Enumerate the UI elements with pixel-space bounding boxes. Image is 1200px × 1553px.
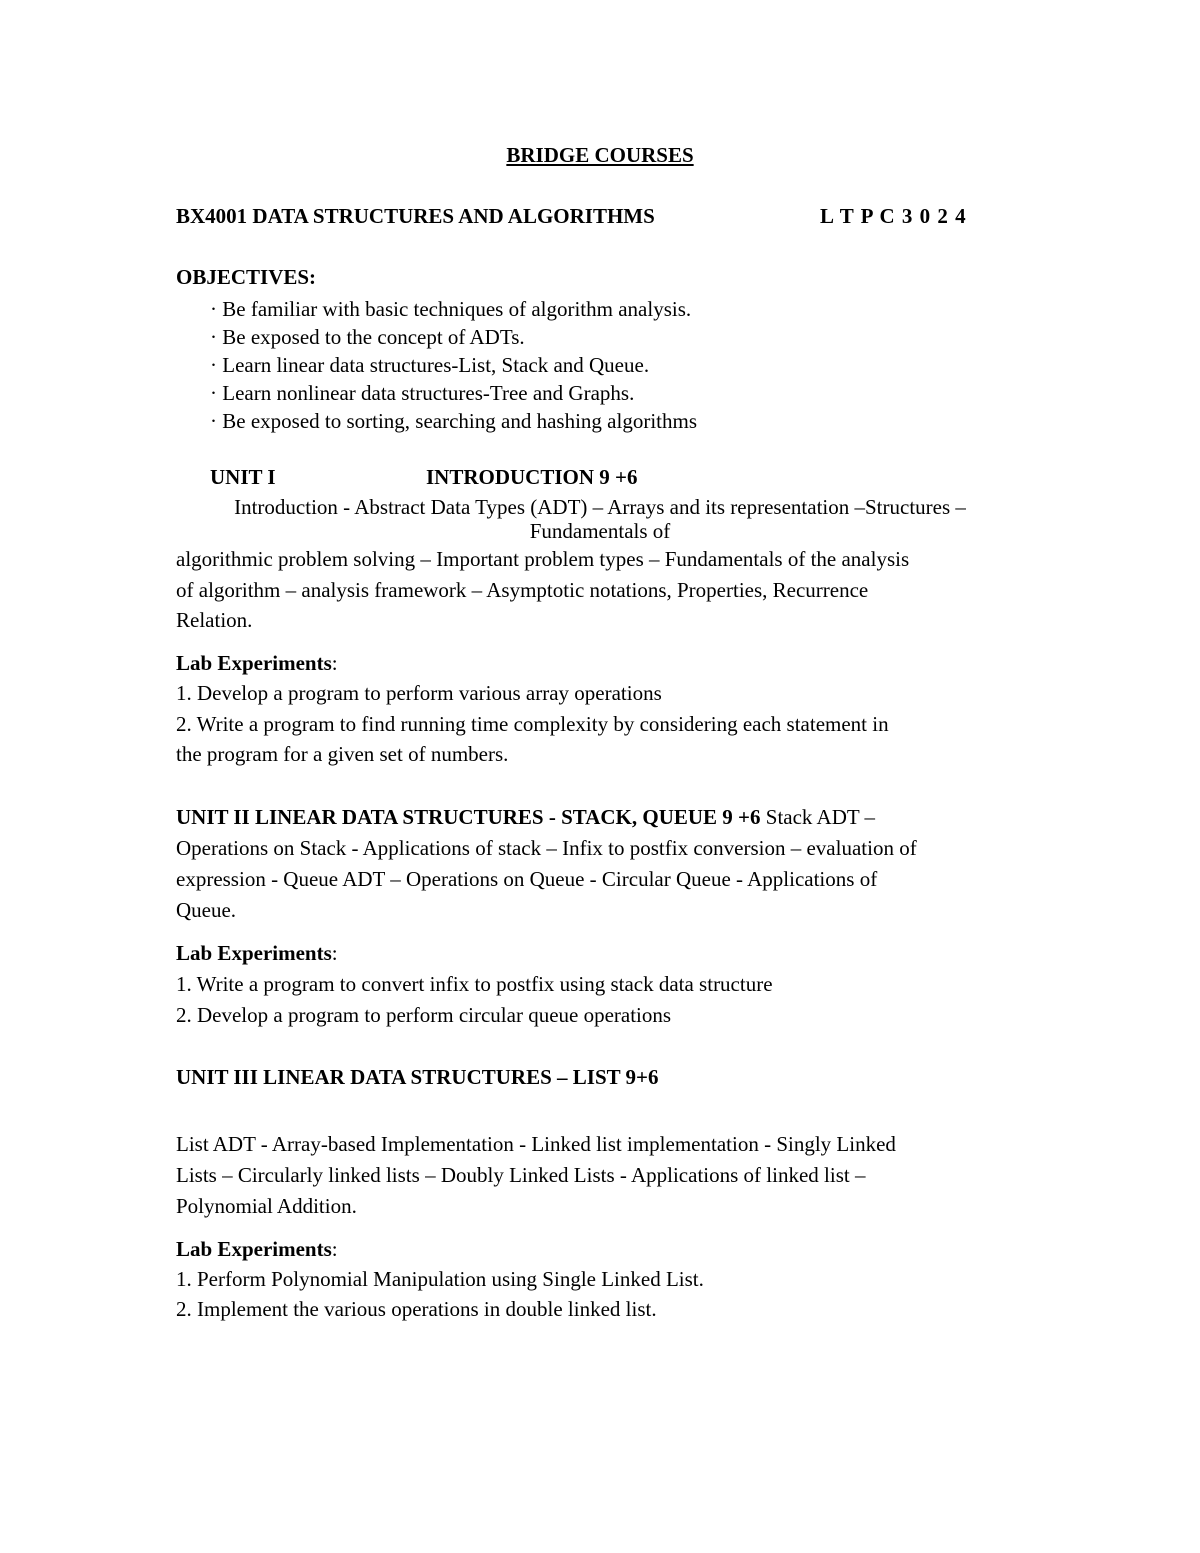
unit3-title: UNIT III LINEAR DATA STRUCTURES – LIST 9+6 <box>176 1065 659 1089</box>
lab-heading-colon: : <box>331 941 338 965</box>
objective-item: · Be exposed to the concept of ADTs. <box>210 325 525 349</box>
unit3-body-line: Polynomial Addition. <box>176 1194 357 1218</box>
objective-item: · Learn nonlinear data structures-Tree and Graphs. <box>210 381 635 405</box>
course-code-title: BX4001 DATA STRUCTURES AND ALGORITHMS <box>176 204 655 228</box>
unit2-first-line <box>176 802 875 833</box>
lab-heading-colon: : <box>331 1237 338 1261</box>
document-title: BRIDGE COURSES <box>506 143 694 167</box>
lab-experiment-item: 2. Develop a program to perform circular queue operations <box>176 1003 672 1027</box>
lab-experiment-item: 2. Implement the various operations in double linked list. <box>176 1297 657 1321</box>
unit1-body-line: Relation. <box>176 608 253 632</box>
unit2-lab-heading <box>176 938 338 969</box>
objective-item: · Learn linear data structures-List, Stack and Queue. <box>210 353 650 377</box>
unit2-body-line: expression - Queue ADT – Operations on Queue - Circular Queue - Applications of <box>176 867 878 891</box>
lab-heading-text: Lab Experiments <box>176 941 332 965</box>
unit1-body-line: algorithmic problem solving – Important problem types – Fundamentals of the analysis <box>176 547 910 571</box>
unit1-body-line: Fundamentals of <box>529 519 671 543</box>
unit3-body-line: List ADT - Array-based Implementation - Linked list implementation - Singly Linked <box>176 1132 896 1156</box>
lab-experiment-item: 2. Write a program to find running time complexity by considering each statement in <box>176 712 889 736</box>
unit3-lab-heading <box>176 1234 338 1265</box>
unit1-title: INTRODUCTION 9 +6 <box>426 465 638 489</box>
unit1-body-line: Introduction - Abstract Data Types (ADT) – Arrays and its representation –Structures – <box>234 495 966 519</box>
objectives-heading: OBJECTIVES: <box>176 265 317 289</box>
lab-experiment-item: 1. Write a program to convert infix to postfix using stack data structure <box>176 972 773 996</box>
unit2-body-line: Queue. <box>176 898 237 922</box>
lab-heading-text: Lab Experiments <box>176 1237 332 1261</box>
lab-heading-colon: : <box>331 651 338 675</box>
unit2-title: UNIT II LINEAR DATA STRUCTURES - STACK, QUEUE 9 +6 <box>176 805 761 829</box>
unit1-body-line: of algorithm – analysis framework – Asymptotic notations, Properties, Recurrence <box>176 578 869 602</box>
ltpc-credits: L T P C 3 0 2 4 <box>820 204 967 228</box>
lab-experiment-item: 1. Develop a program to perform various array operations <box>176 681 662 705</box>
unit1-lab-heading <box>176 648 338 679</box>
lab-experiment-item: 1. Perform Polynomial Manipulation using Single Linked List. <box>176 1267 704 1291</box>
lab-heading-text: Lab Experiments <box>176 651 332 675</box>
objective-item: · Be familiar with basic techniques of algorithm analysis. <box>210 297 692 321</box>
unit1-label: UNIT I <box>210 465 276 489</box>
unit2-body-line: Operations on Stack - Applications of stack – Infix to postfix conversion – evaluation of <box>176 836 917 860</box>
unit2-body-start: Stack ADT – <box>760 805 876 829</box>
unit3-body-line: Lists – Circularly linked lists – Doubly Linked Lists - Applications of linked list – <box>176 1163 866 1187</box>
lab-experiment-item: the program for a given set of numbers. <box>176 742 509 766</box>
objective-item: · Be exposed to sorting, searching and hashing algorithms <box>210 409 697 433</box>
